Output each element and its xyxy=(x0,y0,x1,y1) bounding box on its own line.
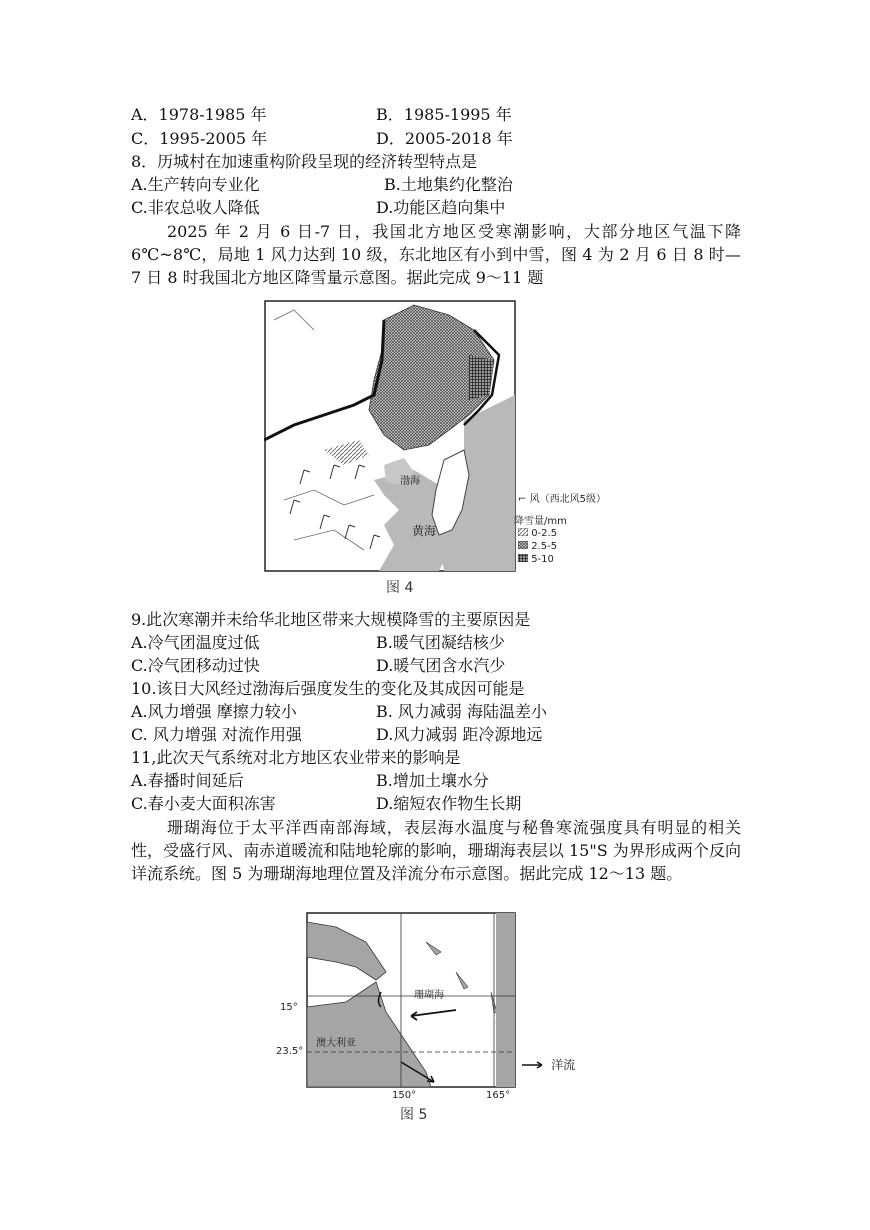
figure-5-caption: 图 5 xyxy=(400,1107,428,1123)
q8-option-b: B.土地集约化整治 xyxy=(384,175,513,194)
q11-stem: 11,此次天气系统对北方地区农业带来的影响是 xyxy=(131,748,461,767)
figure-5-coral-sea-map xyxy=(276,912,516,1101)
q9-option-d: D.暖气团含水汽少 xyxy=(376,656,506,675)
q10-option-d: D.风力减弱 距冷源地远 xyxy=(376,725,543,744)
q9-option-c: C.冷气团移动过快 xyxy=(131,656,260,675)
legend-current-label: 洋流 xyxy=(551,1058,576,1072)
passage-coral-sea: 珊瑚海位于太平洋西南部海域，表层海水温度与秘鲁寒流强度具有明显的相关性，受盛行风、南赤道暖流和陆地轮廓的影响，珊瑚海表层以 15"S 为界形成两个反向详流系统。图 5 为珊瑚海地理位置及洋流分布示意图。据此完成 12～13 题。 xyxy=(131,818,741,883)
q7-option-b: B．1985-1995 年 xyxy=(376,105,512,124)
lat-15-label: 15° xyxy=(280,1002,298,1013)
q8-option-d: D.功能区趋向集中 xyxy=(376,198,506,217)
legend-item-2-label: 2.5-5 xyxy=(531,541,558,552)
legend-wind xyxy=(518,490,606,505)
lon-150-label: 150° xyxy=(392,1090,417,1101)
bohai-label: 渤海 xyxy=(400,476,420,487)
legend-snow-title: 降雪量/mm xyxy=(514,516,567,527)
q10-option-c: C. 风力增强 对流作用强 xyxy=(131,725,302,744)
lat-23-5-label: 23.5° xyxy=(276,1046,304,1057)
yellow-sea-label: 黄海 xyxy=(412,524,437,538)
figure-4-caption: 图 4 xyxy=(386,580,414,596)
figure-4-snowfall-map xyxy=(264,300,516,576)
passage-cold-wave: 2025 年 2 月 6 日-7 日，我国北方地区受寒潮影响，大部分地区气温下降 6℃~8℃，局地 1 风力达到 10 级，东北地区有小到中雪，图 4 为 2 月 6 日 8 时—7 日 8 时我国北方地区降雪量示意图。据此完成 9～11 题 xyxy=(131,222,741,287)
q7-option-c: C．1995-2005 年 xyxy=(131,129,268,148)
q9-option-a: A.冷气团温度过低 xyxy=(131,633,260,652)
australia-label: 澳大利亚 xyxy=(316,1038,356,1049)
legend-item-3-label: 5-10 xyxy=(531,554,554,565)
q10-stem: 10.该日大风经过渤海后强度发生的变化及其成因可能是 xyxy=(131,679,525,698)
q7-option-d: D．2005-2018 年 xyxy=(376,129,513,148)
legend-item-2 xyxy=(518,541,557,552)
q11-option-c: C.春小麦大面积冻害 xyxy=(131,794,276,813)
q8-stem: 8．历城村在加速重构阶段呈现的经济转型特点是 xyxy=(131,152,478,171)
q10-option-b: B. 风力减弱 海陆温差小 xyxy=(376,702,548,721)
q8-option-a: A.生产转向专业化 xyxy=(131,175,260,194)
current-arrow-icon xyxy=(522,1060,546,1070)
q9-option-b: B.暖气团凝结核少 xyxy=(376,633,505,652)
q9-stem: 9.此次寒潮并未给华北地区带来大规模降雪的主要原因是 xyxy=(131,610,531,629)
q11-option-b: B.增加土壤水分 xyxy=(376,771,489,790)
legend-wind-label: 风（西北风5级） xyxy=(529,494,606,505)
lon-165-label: 165° xyxy=(486,1090,511,1101)
legend-item-1-label: 0-2.5 xyxy=(531,528,558,539)
q10-option-a: A.风力增强 摩擦力较小 xyxy=(131,702,297,721)
coral-sea-label: 珊瑚海 xyxy=(414,990,444,1001)
q11-option-a: A.春播时间延后 xyxy=(131,771,244,790)
q8-option-c: C.非农总收人降低 xyxy=(131,198,260,217)
wind-flag-icon: ⌐ xyxy=(518,494,527,505)
q11-option-d: D.缩短农作物生长期 xyxy=(376,794,522,813)
legend-item-3 xyxy=(518,554,554,565)
figure-5-legend xyxy=(522,1054,575,1073)
legend-item-1 xyxy=(518,528,557,539)
q7-option-a: A．1978-1985 年 xyxy=(131,105,267,124)
